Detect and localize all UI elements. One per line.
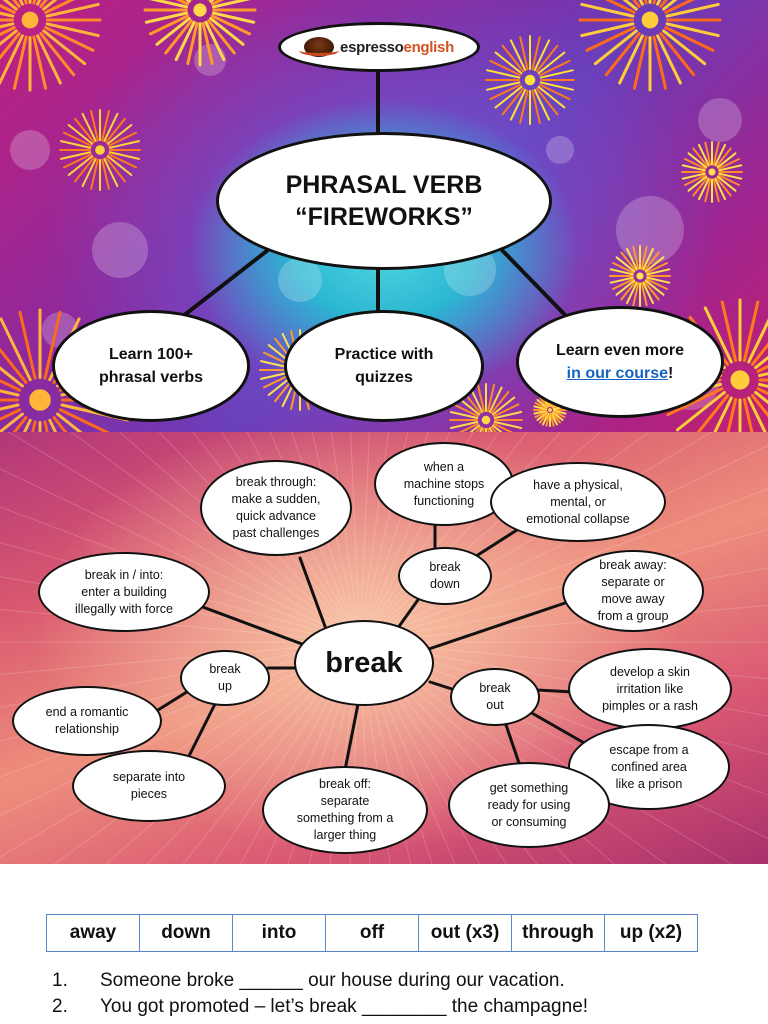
node-separate-pieces: separate into pieces (72, 750, 226, 822)
word-bank-cell: into (233, 915, 326, 951)
fireworks-banner (0, 0, 768, 432)
practice-quizzes-node (284, 310, 484, 422)
course-line-2 (567, 362, 674, 385)
word-bank-cell: up (x2) (605, 915, 697, 951)
node-break-out: break out (450, 668, 540, 726)
page-title (216, 132, 552, 270)
course-suffix: ! (668, 365, 674, 382)
node-skin-irritation: develop a skin irritation like pimples or a rash (568, 648, 732, 730)
learn-line-1: Learn 100+ (108, 346, 194, 363)
question-item (52, 968, 752, 994)
node-break-down: break down (398, 547, 492, 605)
question-item (52, 994, 752, 1020)
node-break-off: break off: separate something from a larger thing (262, 766, 428, 854)
practice-line-1: Practice with (334, 346, 434, 363)
node-emotional-collapse: have a physical, mental, or emotional collapse (490, 462, 666, 542)
node-machine-stops: when a machine stops functioning (374, 442, 514, 526)
question-text: You got promoted – let’s break ________ the champagne! (100, 996, 589, 1017)
node-get-ready: get something ready for using or consuming (448, 762, 610, 848)
node-escape-prison: escape from a confined area like a prison (568, 724, 730, 810)
practice-line-2: quizzes (355, 369, 413, 386)
course-line-1: Learn even more (555, 342, 685, 359)
break-mind-map (0, 432, 768, 864)
question-number: 1. (52, 970, 68, 991)
word-bank-cell: through (512, 915, 605, 951)
espresso-english-logo[interactable] (278, 22, 480, 72)
exercise-questions (52, 968, 752, 1020)
word-bank-cell: away (47, 915, 140, 951)
course-link[interactable]: in our course (566, 365, 669, 382)
node-break-center: break (294, 620, 434, 706)
node-romantic-relationship: end a romantic relationship (12, 686, 162, 756)
word-bank-table (46, 914, 698, 952)
logo-wordmark: espressoenglish (340, 38, 454, 56)
node-break-in-into: break in / into: enter a building illegally with force (38, 552, 210, 632)
learn-phrasal-verbs-node (52, 310, 250, 422)
node-break-away: break away: separate or move away from a group (562, 550, 704, 632)
title-line-2: “FIREWORKS” (295, 203, 473, 231)
word-bank-cell: off (326, 915, 419, 951)
node-break-up: break up (180, 650, 270, 706)
title-line-1: PHRASAL VERB (285, 171, 483, 199)
question-number: 2. (52, 996, 68, 1017)
learn-line-2: phrasal verbs (98, 369, 204, 386)
word-bank-cell: out (x3) (419, 915, 512, 951)
word-bank-cell: down (140, 915, 233, 951)
node-break-through: break through: make a sudden, quick advance past challenges (200, 460, 352, 556)
question-text: Someone broke ______ our house during our vacation. (100, 970, 565, 991)
learn-more-course-node (516, 306, 724, 418)
coffee-cup-icon (304, 37, 334, 57)
